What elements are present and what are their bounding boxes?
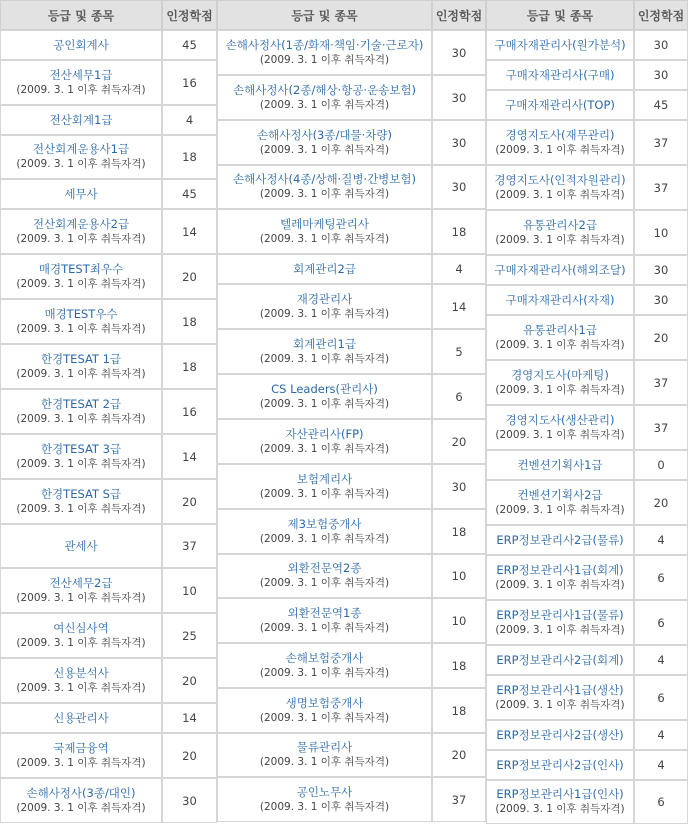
cert-acquired-note: (2009. 3. 1 이후 취득자격)	[16, 457, 146, 470]
credit-value: 20	[451, 434, 467, 449]
credit-cell	[432, 284, 486, 329]
cert-acquired-note: (2009. 3. 1 이후 취득자격)	[495, 623, 625, 636]
credit-cell	[634, 555, 688, 600]
credit-cell	[162, 703, 217, 733]
cert-name: 물류관리사	[296, 740, 353, 754]
cert-name-cell	[486, 315, 634, 360]
credit-value: 30	[653, 68, 669, 82]
credit-value: 20	[653, 330, 669, 345]
credit-cell	[432, 643, 486, 688]
credit-value: 18	[182, 314, 197, 329]
cert-name: 보험계리사	[296, 471, 353, 486]
cert-name: 재경관리사	[296, 291, 353, 306]
credit-value: 6	[657, 570, 665, 585]
column-header-credit: 인정학점	[634, 0, 688, 30]
credit-value: 20	[653, 495, 669, 510]
cert-acquired-note: (2009. 3. 1 이후 취득자격)	[259, 352, 390, 365]
credit-cell	[432, 209, 486, 254]
cert-name-cell	[486, 360, 634, 405]
cert-name-cell	[486, 720, 634, 750]
cert-name-cell	[486, 255, 634, 285]
cert-name: ERP정보관리사1급(생산)	[496, 682, 624, 697]
cert-acquired-note: (2009. 3. 1 이후 취득자격)	[495, 233, 625, 246]
cert-name-cell	[0, 254, 162, 299]
credit-value: 4	[455, 262, 463, 276]
credit-value: 30	[451, 135, 467, 150]
credit-value: 20	[451, 748, 467, 762]
cert-acquired-note: (2009. 3. 1 이후 취득자격)	[16, 367, 146, 380]
credit-cell	[634, 450, 688, 480]
credit-cell	[634, 285, 688, 315]
cert-acquired-note: (2009. 3. 1 이후 취득자격)	[259, 307, 390, 320]
cert-name: 전산회계운용사2급	[32, 216, 130, 231]
credit-value: 37	[451, 792, 467, 807]
cert-name: 손해사정사(1종/화재·책임·기술·근로자)	[225, 37, 424, 52]
cert-name-cell	[0, 209, 162, 254]
credit-cell	[634, 60, 688, 90]
credit-value: 20	[182, 748, 197, 763]
credit-value: 37	[653, 375, 669, 390]
cert-acquired-note: (2009. 3. 1 이후 취득자격)	[16, 412, 146, 425]
credit-cell	[162, 568, 217, 613]
cert-name: 경영지도사(재무관리)	[505, 127, 615, 142]
cert-name-cell	[217, 209, 432, 254]
credit-value: 30	[451, 90, 467, 105]
cert-name-cell	[486, 30, 634, 60]
cert-name: 신용관리사	[53, 710, 109, 725]
credit-value: 6	[657, 690, 665, 705]
credit-value: 10	[182, 583, 197, 598]
credit-cell	[634, 675, 688, 720]
cert-acquired-note: (2009. 3. 1 이후 취득자격)	[16, 277, 146, 290]
cert-name-cell	[217, 254, 432, 284]
cert-name-cell	[486, 165, 634, 210]
cert-name: ERP정보관리사2급(인사)	[496, 757, 624, 772]
credit-value: 4	[657, 653, 665, 667]
cert-acquired-note: (2009. 3. 1 이후 취득자격)	[259, 756, 390, 768]
cert-name-cell	[486, 285, 634, 315]
credit-cell	[634, 255, 688, 285]
cert-name-cell	[0, 389, 162, 434]
cert-name-cell	[0, 179, 162, 209]
credit-value: 16	[182, 404, 197, 419]
cert-acquired-note: (2009. 3. 1 이후 취득자격)	[16, 502, 146, 515]
credit-cell	[634, 645, 688, 675]
cert-acquired-note: (2009. 3. 1 이후 취득자격)	[259, 487, 390, 500]
cert-name-cell	[486, 405, 634, 450]
credit-value: 25	[182, 628, 197, 643]
cert-name: 텔레마케팅관리사	[280, 216, 369, 231]
cert-name-cell	[0, 105, 162, 135]
cert-acquired-note: (2009. 3. 1 이후 취득자격)	[16, 756, 146, 769]
credit-value: 18	[182, 150, 197, 164]
credit-value: 10	[451, 613, 467, 628]
cert-acquired-note: (2009. 3. 1 이후 취득자격)	[495, 803, 625, 815]
credit-value: 30	[451, 479, 467, 494]
credit-value: 6	[455, 389, 463, 404]
cert-name: 경영지도사(생산관리)	[505, 412, 615, 427]
credit-value: 18	[182, 359, 197, 374]
credit-value: 4	[657, 533, 665, 547]
credit-value: 45	[653, 98, 669, 112]
credit-value: 18	[451, 224, 467, 239]
column-header-credit: 인정학점	[162, 0, 217, 30]
cert-acquired-note: (2009. 3. 1 이후 취득자격)	[16, 158, 146, 170]
cert-name: ERP정보관리사2급(회계)	[496, 652, 624, 667]
cert-name-cell	[486, 780, 634, 824]
column-header-name: 등급 및 종목	[486, 0, 634, 30]
cert-name: 구매자재관리사(TOP)	[505, 97, 615, 112]
credit-value: 16	[182, 75, 197, 90]
credit-cell	[432, 120, 486, 165]
cert-name: 세무사	[64, 186, 98, 201]
cert-name-cell	[0, 658, 162, 703]
cert-acquired-note: (2009. 3. 1 이후 취득자격)	[495, 428, 625, 441]
credit-cell	[432, 165, 486, 209]
cert-name: ERP정보관리사2급(물류)	[496, 532, 624, 547]
credit-value: 4	[657, 728, 665, 742]
cert-name: 구매자재관리사(자재)	[505, 292, 615, 307]
cert-name: ERP정보관리사2급(생산)	[496, 727, 624, 742]
credit-cell	[432, 254, 486, 284]
cert-name: 구매자재관리사(원가분석)	[494, 37, 626, 52]
credit-value: 6	[657, 615, 665, 630]
credit-cell	[634, 165, 688, 210]
credit-cell	[634, 600, 688, 645]
cert-name: 구매자재관리사(구매)	[505, 67, 615, 82]
cert-acquired-note: (2009. 3. 1 이후 취득자격)	[259, 621, 390, 634]
cert-name: 컨벤션기획사1급	[517, 457, 603, 472]
credit-value: 14	[182, 449, 197, 464]
credit-value: 14	[182, 711, 197, 725]
cert-name-cell	[217, 554, 432, 598]
cert-name: 컨벤션기획사2급	[517, 487, 603, 502]
cert-acquired-note: (2009. 3. 1 이후 취득자격)	[259, 188, 390, 200]
cert-name: 전산회계1급	[49, 112, 113, 127]
cert-acquired-note: (2009. 3. 1 이후 취득자격)	[495, 503, 625, 516]
credit-value: 37	[653, 420, 669, 435]
cert-name: 한경TESAT 1급	[40, 351, 122, 366]
cert-acquired-note: (2009. 3. 1 이후 취득자격)	[16, 232, 146, 245]
cert-acquired-note: (2009. 3. 1 이후 취득자격)	[495, 383, 625, 396]
cert-acquired-note: (2009. 3. 1 이후 취득자격)	[259, 143, 390, 156]
cert-name: 손해보험중개사	[285, 650, 364, 665]
cert-acquired-note: (2009. 3. 1 이후 취득자격)	[16, 681, 146, 694]
cert-acquired-note: (2009. 3. 1 이후 취득자격)	[16, 322, 146, 335]
cert-name: 여신심사역	[53, 620, 109, 635]
credit-cell	[634, 315, 688, 360]
credit-cell	[162, 299, 217, 344]
credit-value: 18	[451, 524, 467, 539]
cert-name-cell	[217, 777, 432, 822]
cert-name-cell	[486, 555, 634, 600]
credit-cell	[634, 90, 688, 120]
cert-name-cell	[486, 480, 634, 525]
cert-name: ERP정보관리사1급(회계)	[496, 562, 624, 577]
credit-cell	[432, 464, 486, 509]
credit-cell	[634, 720, 688, 750]
cert-name: 외환전문역2종	[287, 561, 362, 575]
cert-name-cell	[0, 60, 162, 105]
cert-name-cell	[217, 284, 432, 329]
cert-name: 구매자재관리사(해외조달)	[494, 262, 626, 277]
cert-acquired-note: (2009. 3. 1 이후 취득자격)	[259, 232, 390, 245]
cert-name-cell	[217, 329, 432, 374]
credit-cell	[162, 135, 217, 179]
cert-name: 손해사정사(3종/대인)	[26, 785, 136, 800]
cert-name: 한경TESAT 3급	[40, 441, 122, 456]
credit-value: 0	[657, 458, 665, 472]
cert-name-cell	[217, 374, 432, 419]
credit-cell	[162, 778, 217, 823]
cert-name: ERP정보관리사1급(물류)	[496, 607, 624, 622]
credit-cell	[162, 179, 217, 209]
cert-acquired-note: (2009. 3. 1 이후 취득자격)	[16, 83, 146, 96]
credit-value: 30	[451, 180, 467, 194]
cert-name: 매경TEST우수	[44, 306, 118, 321]
cert-name: 공인회계사	[53, 37, 109, 52]
credit-value: 37	[182, 539, 197, 553]
credit-cell	[432, 329, 486, 374]
cert-name-cell	[486, 90, 634, 120]
credit-value: 20	[182, 269, 197, 284]
credit-cell	[432, 75, 486, 120]
credit-cell	[162, 389, 217, 434]
cert-name-cell	[217, 464, 432, 509]
credit-cell	[162, 434, 217, 479]
credit-cell	[634, 750, 688, 780]
cert-name: 한경TESAT 2급	[40, 396, 122, 411]
cert-name: 손해사정사(4종/상해·질병·간병보험)	[233, 172, 416, 186]
credit-value: 30	[653, 38, 669, 52]
cert-acquired-note: (2009. 3. 1 이후 취득자격)	[259, 666, 390, 679]
cert-name: 유통관리사2급	[523, 217, 597, 232]
cert-name-cell	[0, 344, 162, 389]
credit-value: 45	[182, 187, 197, 201]
cert-name: 전산세무2급	[49, 575, 113, 590]
cert-name-cell	[0, 733, 162, 778]
cert-name-cell	[486, 525, 634, 555]
cert-name-cell	[0, 30, 162, 60]
credit-value: 4	[657, 758, 665, 772]
credit-cell	[634, 120, 688, 165]
credit-cell	[162, 524, 217, 568]
credit-cell	[162, 479, 217, 524]
column-header-name: 등급 및 종목	[0, 0, 162, 30]
cert-acquired-note: (2009. 3. 1 이후 취득자격)	[495, 143, 625, 156]
cert-name-cell	[0, 299, 162, 344]
credit-value: 20	[182, 494, 197, 509]
credit-value: 30	[653, 263, 669, 277]
cert-name: 자산관리사(FP)	[285, 426, 364, 441]
cert-name: 신용분석사	[53, 665, 109, 680]
cert-name-cell	[0, 479, 162, 524]
credit-cell	[432, 374, 486, 419]
credit-value: 45	[182, 38, 197, 52]
credit-value: 14	[451, 299, 467, 314]
cert-acquired-note: (2009. 3. 1 이후 취득자격)	[259, 98, 390, 111]
cert-name: 회계관리2급	[293, 261, 356, 276]
credit-cell	[162, 30, 217, 60]
column-header-credit: 인정학점	[432, 0, 486, 30]
credit-value: 30	[182, 793, 197, 808]
credit-value: 18	[451, 703, 467, 718]
cert-name-cell	[486, 675, 634, 720]
cert-name-cell	[217, 733, 432, 777]
cert-name: 관세사	[64, 538, 98, 553]
credit-cell	[634, 30, 688, 60]
cert-name: 경영지도사(마케팅)	[511, 367, 609, 382]
cert-name-cell	[217, 30, 432, 75]
credit-cell	[634, 480, 688, 525]
cert-name-cell	[217, 419, 432, 464]
credit-value: 10	[653, 225, 669, 240]
cert-name-cell	[486, 120, 634, 165]
credit-value: 5	[455, 344, 463, 359]
cert-name-cell	[217, 165, 432, 209]
cert-name-cell	[217, 643, 432, 688]
credit-value: 37	[653, 135, 669, 150]
credit-cell	[634, 525, 688, 555]
cert-name: 외환전문역1종	[287, 605, 362, 620]
credit-value: 6	[657, 795, 665, 809]
cert-name: CS Leaders(관리사)	[271, 381, 378, 396]
cert-name: 회계관리1급	[293, 336, 356, 351]
cert-name-cell	[217, 120, 432, 165]
cert-acquired-note: (2009. 3. 1 이후 취득자격)	[259, 711, 390, 724]
cert-acquired-note: (2009. 3. 1 이후 취득자격)	[16, 636, 146, 649]
credit-cell	[162, 613, 217, 658]
cert-name: 공인노무사	[296, 784, 353, 799]
credit-cell	[432, 30, 486, 75]
credit-cell	[634, 780, 688, 824]
cert-name: 한경TESAT S급	[40, 486, 122, 501]
cert-acquired-note: (2009. 3. 1 이후 취득자격)	[495, 338, 625, 351]
cert-acquired-note: (2009. 3. 1 이후 취득자격)	[259, 577, 390, 589]
cert-name-cell	[0, 703, 162, 733]
cert-name-cell	[486, 600, 634, 645]
cert-name-cell	[486, 645, 634, 675]
cert-acquired-note: (2009. 3. 1 이후 취득자격)	[16, 591, 146, 604]
cert-name: 매경TEST최우수	[38, 261, 124, 276]
cert-name: 경영지도사(인적자원관리)	[494, 172, 626, 187]
credit-value: 30	[653, 293, 669, 307]
cert-name: ERP정보관리사1급(인사)	[496, 787, 624, 801]
cert-acquired-note: (2009. 3. 1 이후 취득자격)	[495, 698, 625, 711]
credit-cell	[162, 254, 217, 299]
cert-acquired-note: (2009. 3. 1 이후 취득자격)	[259, 532, 390, 545]
cert-acquired-note: (2009. 3. 1 이후 취득자격)	[259, 800, 390, 813]
column-header-name: 등급 및 종목	[217, 0, 432, 30]
cert-name-cell	[217, 598, 432, 643]
cert-name-cell	[217, 509, 432, 554]
cert-name-cell	[0, 613, 162, 658]
credit-cell	[432, 733, 486, 777]
credit-cell	[432, 419, 486, 464]
credit-cell	[162, 209, 217, 254]
cert-acquired-note: (2009. 3. 1 이후 취득자격)	[16, 801, 146, 814]
credit-cell	[162, 733, 217, 778]
credit-cell	[432, 554, 486, 598]
cert-name: 국제금융역	[53, 740, 109, 755]
credit-cell	[162, 60, 217, 105]
cert-name: 전산세무1급	[49, 67, 113, 82]
cert-name-cell	[486, 60, 634, 90]
cert-name: 제3보험중개사	[287, 516, 362, 531]
cert-name: 유통관리사1급	[523, 322, 597, 337]
credit-value: 37	[653, 180, 669, 195]
credit-cell	[432, 777, 486, 822]
cert-name-cell	[486, 210, 634, 255]
cert-name: 전산회계운용사1급	[32, 142, 130, 156]
cert-acquired-note: (2009. 3. 1 이후 취득자격)	[259, 53, 390, 66]
cert-name-cell	[0, 434, 162, 479]
credit-value: 4	[185, 113, 194, 127]
cert-acquired-note: (2009. 3. 1 이후 취득자격)	[495, 578, 625, 591]
credit-value: 18	[451, 658, 467, 673]
credit-cell	[162, 658, 217, 703]
cert-name-cell	[0, 568, 162, 613]
credit-value: 30	[451, 45, 467, 60]
credit-cell	[634, 210, 688, 255]
cert-name-cell	[0, 524, 162, 568]
credit-value: 14	[182, 224, 197, 239]
cert-name-cell	[217, 75, 432, 120]
cert-name-cell	[0, 778, 162, 823]
credit-value: 10	[451, 569, 467, 583]
credit-cell	[432, 688, 486, 733]
cert-name-cell	[486, 450, 634, 480]
credit-cell	[432, 598, 486, 643]
credit-cell	[634, 360, 688, 405]
cert-name: 생명보험중개사	[285, 695, 364, 710]
cert-acquired-note: (2009. 3. 1 이후 취득자격)	[495, 188, 625, 201]
credit-cell	[432, 509, 486, 554]
credit-cell	[162, 344, 217, 389]
cert-name: 손해사정사(3종/대물·차량)	[257, 127, 392, 142]
cert-acquired-note: (2009. 3. 1 이후 취득자격)	[259, 397, 390, 410]
cert-name-cell	[217, 688, 432, 733]
cert-name: 손해사정사(2종/해상·항공·운송보험)	[233, 82, 416, 97]
credit-cell	[162, 105, 217, 135]
credit-value: 20	[182, 673, 197, 688]
cert-name-cell	[0, 135, 162, 179]
cert-name-cell	[486, 750, 634, 780]
credit-cell	[634, 405, 688, 450]
cert-acquired-note: (2009. 3. 1 이후 취득자격)	[259, 442, 390, 455]
